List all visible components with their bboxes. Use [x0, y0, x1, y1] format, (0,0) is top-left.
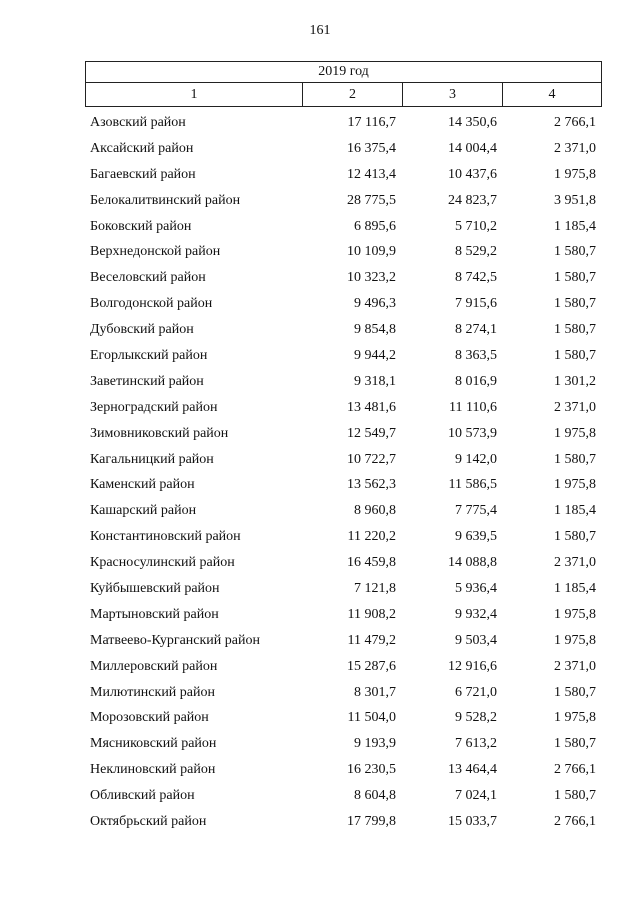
table-row — [85, 576, 601, 602]
value-col-3: 10 573,9 — [448, 425, 497, 441]
value-col-2: 9 854,8 — [354, 322, 396, 338]
value-col-2: 13 481,6 — [347, 399, 396, 415]
value-col-3: 8 529,2 — [455, 244, 497, 260]
value-col-2: 11 220,2 — [347, 529, 396, 545]
value-col-2: 13 562,3 — [347, 477, 396, 493]
value-col-3: 11 110,6 — [449, 399, 497, 415]
value-col-2: 16 375,4 — [347, 140, 396, 156]
value-col-4: 1 580,7 — [554, 348, 596, 364]
district-name: Белокалитвинский район — [90, 192, 241, 208]
district-name: Миллеровский район — [90, 658, 218, 674]
value-col-4: 1 580,7 — [554, 296, 596, 312]
value-col-3: 5 936,4 — [455, 581, 497, 597]
value-col-3: 8 274,1 — [455, 322, 497, 338]
value-col-4: 1 975,8 — [554, 710, 596, 726]
table-row — [85, 731, 601, 757]
table-row — [85, 110, 601, 136]
value-col-4: 1 975,8 — [554, 632, 596, 648]
value-col-4: 2 371,0 — [554, 658, 596, 674]
value-col-3: 8 363,5 — [455, 348, 497, 364]
table-row — [85, 291, 601, 317]
value-col-4: 1 580,7 — [554, 788, 596, 804]
district-name: Неклиновский район — [90, 762, 216, 778]
value-col-3: 9 142,0 — [455, 451, 497, 467]
table-row — [85, 447, 601, 473]
table-row — [85, 809, 601, 835]
value-col-2: 16 459,8 — [347, 555, 396, 571]
value-col-4: 1 975,8 — [554, 606, 596, 622]
page-number: 161 — [309, 23, 331, 38]
table-row — [85, 421, 601, 447]
value-col-3: 14 350,6 — [448, 115, 497, 130]
value-col-3: 11 586,5 — [448, 477, 497, 493]
value-col-4: 2 371,0 — [554, 555, 596, 571]
district-name: Морозовский район — [90, 710, 209, 726]
column-number: 2 — [303, 83, 403, 107]
value-col-3: 7 024,1 — [455, 788, 497, 804]
district-name: Верхнедонской район — [90, 244, 221, 260]
value-col-3: 13 464,4 — [448, 762, 497, 778]
value-col-4: 3 951,8 — [554, 192, 596, 208]
value-col-2: 17 799,8 — [347, 814, 396, 830]
table-row — [85, 654, 601, 680]
value-col-2: 17 116,7 — [347, 115, 396, 130]
district-name: Зимовниковский район — [90, 425, 229, 441]
table-row — [85, 317, 601, 343]
table-row — [85, 265, 601, 291]
district-name: Милютинский район — [90, 684, 216, 700]
value-col-2: 9 193,9 — [354, 736, 396, 752]
value-col-2: 6 895,6 — [354, 218, 396, 234]
district-name: Октябрьский район — [90, 814, 207, 830]
value-col-3: 7 915,6 — [455, 296, 497, 312]
district-name: Заветинский район — [90, 373, 204, 389]
value-col-4: 2 766,1 — [554, 814, 596, 830]
value-col-4: 1 185,4 — [554, 218, 596, 234]
table-row — [85, 343, 601, 369]
district-name: Веселовский район — [90, 270, 206, 286]
value-col-4: 2 371,0 — [554, 140, 596, 156]
table-row — [85, 602, 601, 628]
value-col-2: 7 121,8 — [354, 581, 396, 597]
district-name: Константиновский район — [90, 529, 241, 545]
district-name: Кашарский район — [90, 503, 197, 519]
table-row — [85, 757, 601, 783]
value-col-2: 9 496,3 — [354, 296, 396, 312]
district-name: Матвеево-Курганский район — [90, 632, 260, 648]
value-col-3: 7 775,4 — [455, 503, 497, 519]
value-col-3: 24 823,7 — [448, 192, 497, 208]
value-col-3: 9 932,4 — [455, 606, 497, 622]
value-col-4: 1 301,2 — [554, 373, 596, 389]
district-name: Зерноградский район — [90, 399, 218, 415]
value-col-3: 10 437,6 — [448, 166, 497, 182]
value-col-4: 1 580,7 — [554, 322, 596, 338]
value-col-3: 5 710,2 — [455, 218, 497, 234]
district-name: Боковский район — [90, 218, 192, 234]
value-col-2: 9 318,1 — [354, 373, 396, 389]
value-col-2: 15 287,6 — [347, 658, 396, 674]
table-row — [85, 472, 601, 498]
value-col-3: 14 088,8 — [448, 555, 497, 571]
table-row — [85, 680, 601, 706]
value-col-3: 8 742,5 — [455, 270, 497, 286]
value-col-2: 8 960,8 — [354, 503, 396, 519]
value-col-2: 8 604,8 — [354, 788, 396, 804]
value-col-3: 9 528,2 — [455, 710, 497, 726]
value-col-4: 1 580,7 — [554, 684, 596, 700]
column-number: 4 — [503, 83, 602, 107]
table-row — [85, 214, 601, 240]
value-col-2: 11 908,2 — [347, 606, 396, 622]
value-col-2: 8 301,7 — [354, 684, 396, 700]
value-col-3: 15 033,7 — [448, 814, 497, 830]
table-row — [85, 628, 601, 654]
district-name: Каменский район — [90, 477, 195, 493]
value-col-4: 2 766,1 — [554, 762, 596, 778]
value-col-4: 1 975,8 — [554, 166, 596, 182]
district-name: Куйбышевский район — [90, 581, 220, 597]
district-name: Кагальницкий район — [90, 451, 214, 467]
table-row — [85, 550, 601, 576]
district-name: Дубовский район — [90, 322, 194, 338]
value-col-2: 9 944,2 — [354, 348, 396, 364]
district-name: Мартыновский район — [90, 606, 219, 622]
table-body — [85, 110, 601, 835]
table-row — [85, 498, 601, 524]
column-number: 1 — [86, 83, 303, 107]
table-row — [85, 162, 601, 188]
value-col-2: 10 109,9 — [347, 244, 396, 260]
value-col-3: 9 639,5 — [455, 529, 497, 545]
table-row — [85, 239, 601, 265]
district-name: Егорлыкский район — [90, 348, 208, 364]
value-col-2: 16 230,5 — [347, 762, 396, 778]
table-row — [85, 188, 601, 214]
value-col-2: 12 413,4 — [347, 166, 396, 182]
value-col-2: 11 479,2 — [347, 632, 396, 648]
table-row — [85, 705, 601, 731]
table-row — [85, 395, 601, 421]
value-col-3: 8 016,9 — [455, 373, 497, 389]
value-col-2: 11 504,0 — [347, 710, 396, 726]
table-row — [85, 136, 601, 162]
table-header — [85, 61, 602, 107]
value-col-4: 1 580,7 — [554, 270, 596, 286]
year-header: 2019 год — [86, 62, 602, 83]
district-name: Азовский район — [90, 115, 186, 130]
table-row — [85, 783, 601, 809]
value-col-4: 1 580,7 — [554, 736, 596, 752]
column-number: 3 — [403, 83, 503, 107]
table-row — [85, 524, 601, 550]
value-col-2: 12 549,7 — [347, 425, 396, 441]
value-col-4: 2 766,1 — [554, 115, 596, 130]
value-col-4: 2 371,0 — [554, 399, 596, 415]
value-col-4: 1 580,7 — [554, 529, 596, 545]
value-col-3: 6 721,0 — [455, 684, 497, 700]
district-name: Обливский район — [90, 788, 195, 804]
district-name: Аксайский район — [90, 140, 194, 156]
value-col-3: 7 613,2 — [455, 736, 497, 752]
value-col-4: 1 580,7 — [554, 451, 596, 467]
value-col-3: 9 503,4 — [455, 632, 497, 648]
district-name: Мясниковский район — [90, 736, 217, 752]
value-col-2: 10 323,2 — [347, 270, 396, 286]
district-name: Красносулинский район — [90, 555, 235, 571]
value-col-4: 1 185,4 — [554, 503, 596, 519]
value-col-3: 14 004,4 — [448, 140, 497, 156]
value-col-4: 1 975,8 — [554, 477, 596, 493]
district-name: Волгодонской район — [90, 296, 213, 312]
table-row — [85, 369, 601, 395]
value-col-3: 12 916,6 — [448, 658, 497, 674]
value-col-4: 1 185,4 — [554, 581, 596, 597]
value-col-4: 1 975,8 — [554, 425, 596, 441]
district-name: Багаевский район — [90, 166, 196, 182]
value-col-2: 10 722,7 — [347, 451, 396, 467]
value-col-2: 28 775,5 — [347, 192, 396, 208]
value-col-4: 1 580,7 — [554, 244, 596, 260]
